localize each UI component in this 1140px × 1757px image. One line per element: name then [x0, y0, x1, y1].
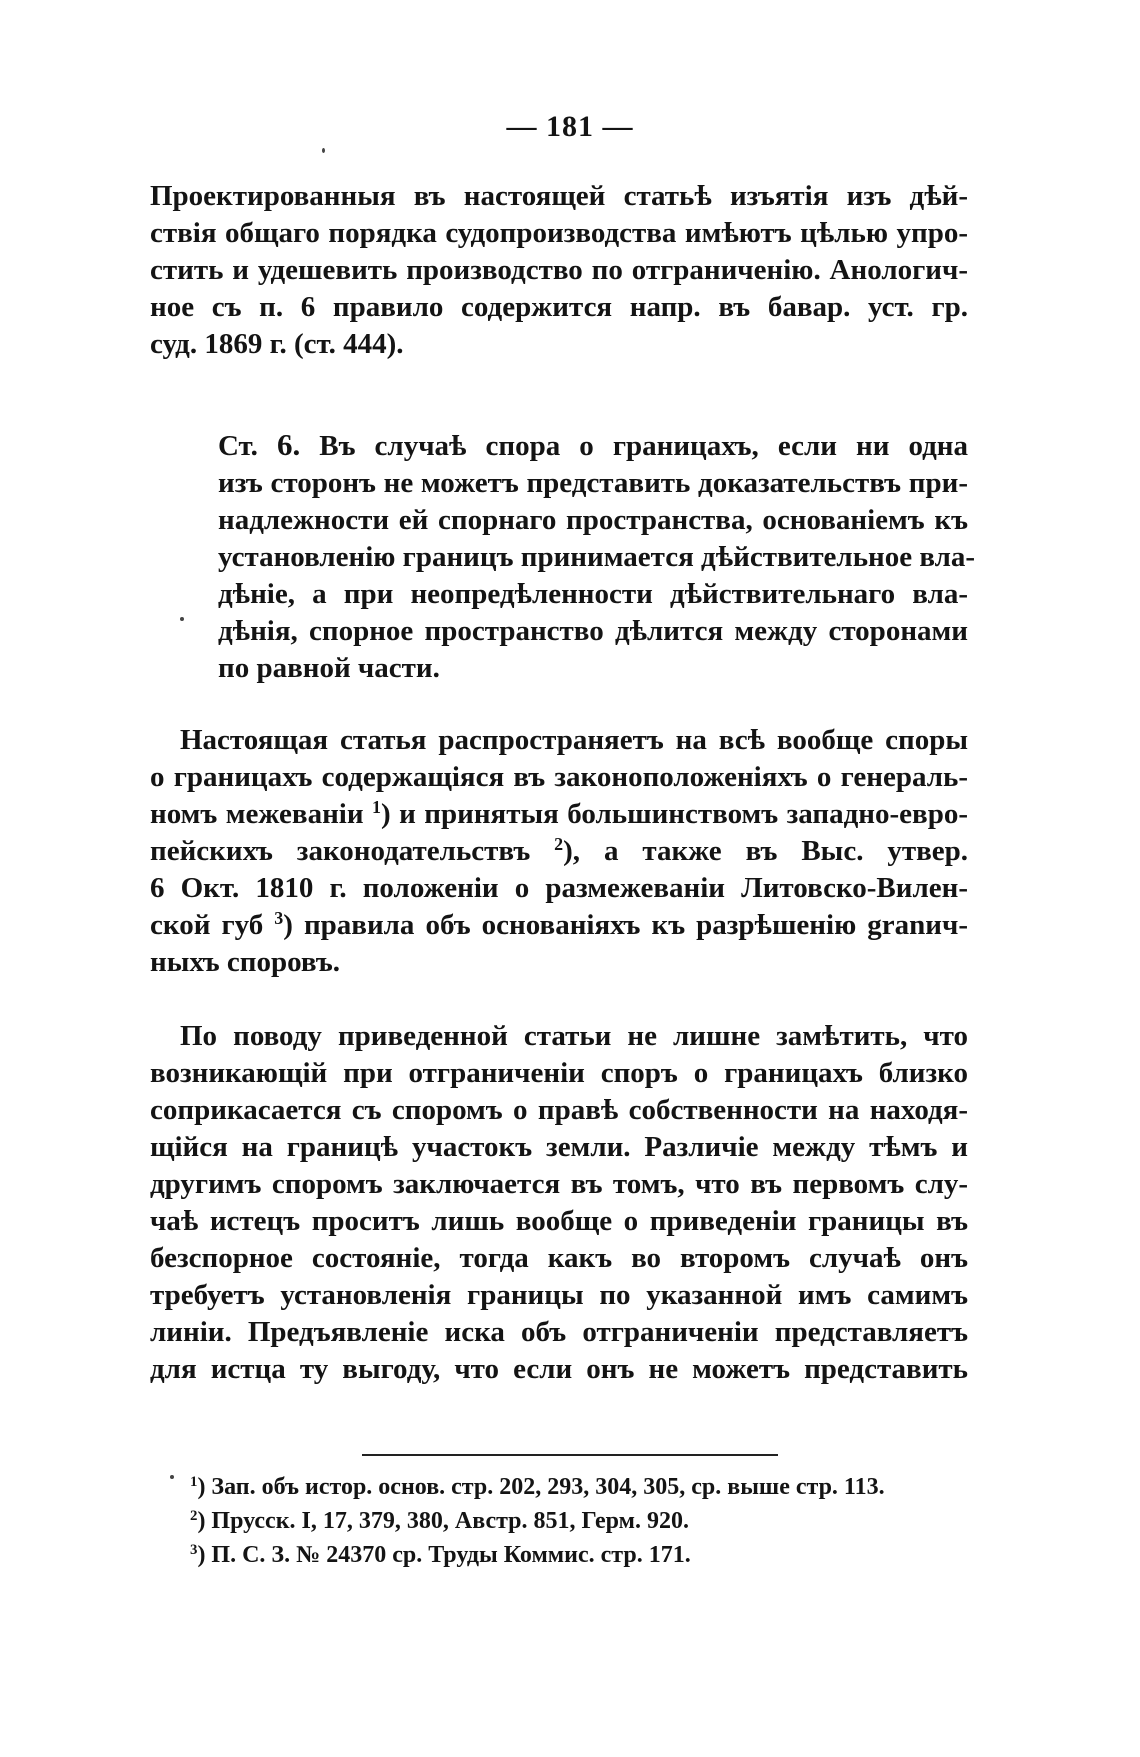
- paragraph-commentary: [150, 722, 968, 981]
- footnote-text: ) П. С. З. № 24370 ср. Труды Коммис. стр. 171.: [197, 1542, 691, 1568]
- text-line: соприкасается съ споромъ о правѣ собственности на находя-: [150, 1094, 968, 1126]
- text-line: о границахъ содержащіяся въ законоположеніяхъ о генераль-: [150, 761, 968, 793]
- scan-speck: [180, 617, 184, 621]
- text-line: требуетъ установленія границы по указанной имъ самимъ: [150, 1279, 968, 1311]
- footnote-divider: [362, 1454, 778, 1456]
- text-fragment: ) правила объ основаніяхъ къ разрѣшенію granич-: [283, 909, 968, 941]
- scan-speck: [322, 148, 325, 153]
- text-line: ныхъ споровъ.: [150, 946, 340, 978]
- text-line: [150, 833, 968, 870]
- text-line: ствія общаго порядка судопроизводства имѣютъ цѣлью упро-: [150, 217, 968, 249]
- article-label: Ст.: [218, 430, 258, 462]
- text-fragment: ) и принятыя большинствомъ западно-евро-: [381, 798, 968, 830]
- footnote-mark: 1: [190, 1473, 198, 1490]
- text-line: Проектированныя въ настоящей статьѣ изъятія изъ дѣй-: [150, 180, 968, 212]
- text-fragment: номъ межеваніи: [150, 798, 373, 830]
- article-heading-line: [218, 426, 968, 465]
- text-line: линіи. Предъявленіе иска объ отграниченіи представляетъ: [150, 1316, 968, 1348]
- text-line: стить и удешевить производство по отграниченію. Анологич-: [150, 254, 968, 286]
- footnote-mark: 2: [190, 1507, 198, 1524]
- text-line: дѣніе, а при неопредѣленности дѣйствительнаго вла-: [218, 578, 968, 610]
- article-6: [218, 426, 976, 687]
- footnotes: [190, 1470, 970, 1572]
- text-line: ное съ п. 6 правило содержится напр. въ бавар. уст. гр.: [150, 291, 968, 323]
- text-line: дѣнія, спорное пространство дѣлится между сторонами: [218, 615, 968, 647]
- text-line: по равной части.: [218, 652, 440, 684]
- paragraph-intro: [150, 178, 968, 363]
- article-number: 6.: [276, 427, 301, 462]
- text-line: [150, 907, 968, 944]
- text-line: [150, 796, 968, 833]
- text-fragment: ), а также въ Выс. утвер.: [563, 835, 969, 867]
- footnote-item: [190, 1504, 970, 1538]
- text-line: 6 Окт. 1810 г. положеніи о размежеваніи Литовско-Вилен-: [150, 872, 968, 904]
- footnote-item: [190, 1538, 970, 1572]
- footnote-ref: 3: [274, 908, 284, 929]
- text-line: надлежности ей спорнаго пространства, основаніемъ къ: [218, 504, 968, 536]
- text-fragment: пейскихъ законодательствъ: [150, 835, 555, 867]
- footnote-item: [190, 1470, 970, 1504]
- text-line: изъ сторонъ не можетъ представить доказательствъ при-: [218, 467, 968, 499]
- text-line: щійся на границѣ участокъ земли. Различіе между тѣмъ и: [150, 1131, 968, 1163]
- text-line: Настоящая статья распространяетъ на всѣ вообще споры: [180, 724, 968, 756]
- footnote-ref: 2: [554, 834, 564, 855]
- text-line: безспорное состояніе, тогда какъ во второмъ случаѣ онъ: [150, 1242, 968, 1274]
- text-line: чаѣ истецъ проситъ лишь вообще о приведеніи границы въ: [150, 1205, 968, 1237]
- text-line: По поводу приведенной статьи не лишне замѣтить, что: [180, 1020, 968, 1052]
- footnote-ref: 1: [372, 797, 381, 818]
- text-line: для истца ту выгоду, что если онъ не можетъ представить: [150, 1353, 968, 1385]
- text-fragment: ской губ: [150, 909, 275, 941]
- text-line: установленію границъ принимается дѣйствительное вла-: [218, 541, 976, 573]
- footnote-text: ) Прусск. I, 17, 379, 380, Австр. 851, Герм. 920.: [197, 1508, 689, 1534]
- footnote-mark: 3: [190, 1541, 198, 1558]
- page-number: — 181 —: [506, 110, 634, 143]
- footnote-text: ) Зап. объ истор. основ. стр. 202, 293, 304, 305, ср. выше стр. 113.: [197, 1474, 885, 1500]
- scan-speck: [170, 1475, 174, 1479]
- paragraph-discussion: [150, 1018, 968, 1388]
- article-first-line: Въ случаѣ спора о границахъ, если ни одна: [319, 430, 969, 462]
- text-line: возникающій при отграниченіи споръ о границахъ близко: [150, 1057, 968, 1089]
- text-line: другимъ споромъ заключается въ томъ, что въ первомъ слу-: [150, 1168, 968, 1200]
- text-line: суд. 1869 г. (ст. 444).: [150, 328, 404, 360]
